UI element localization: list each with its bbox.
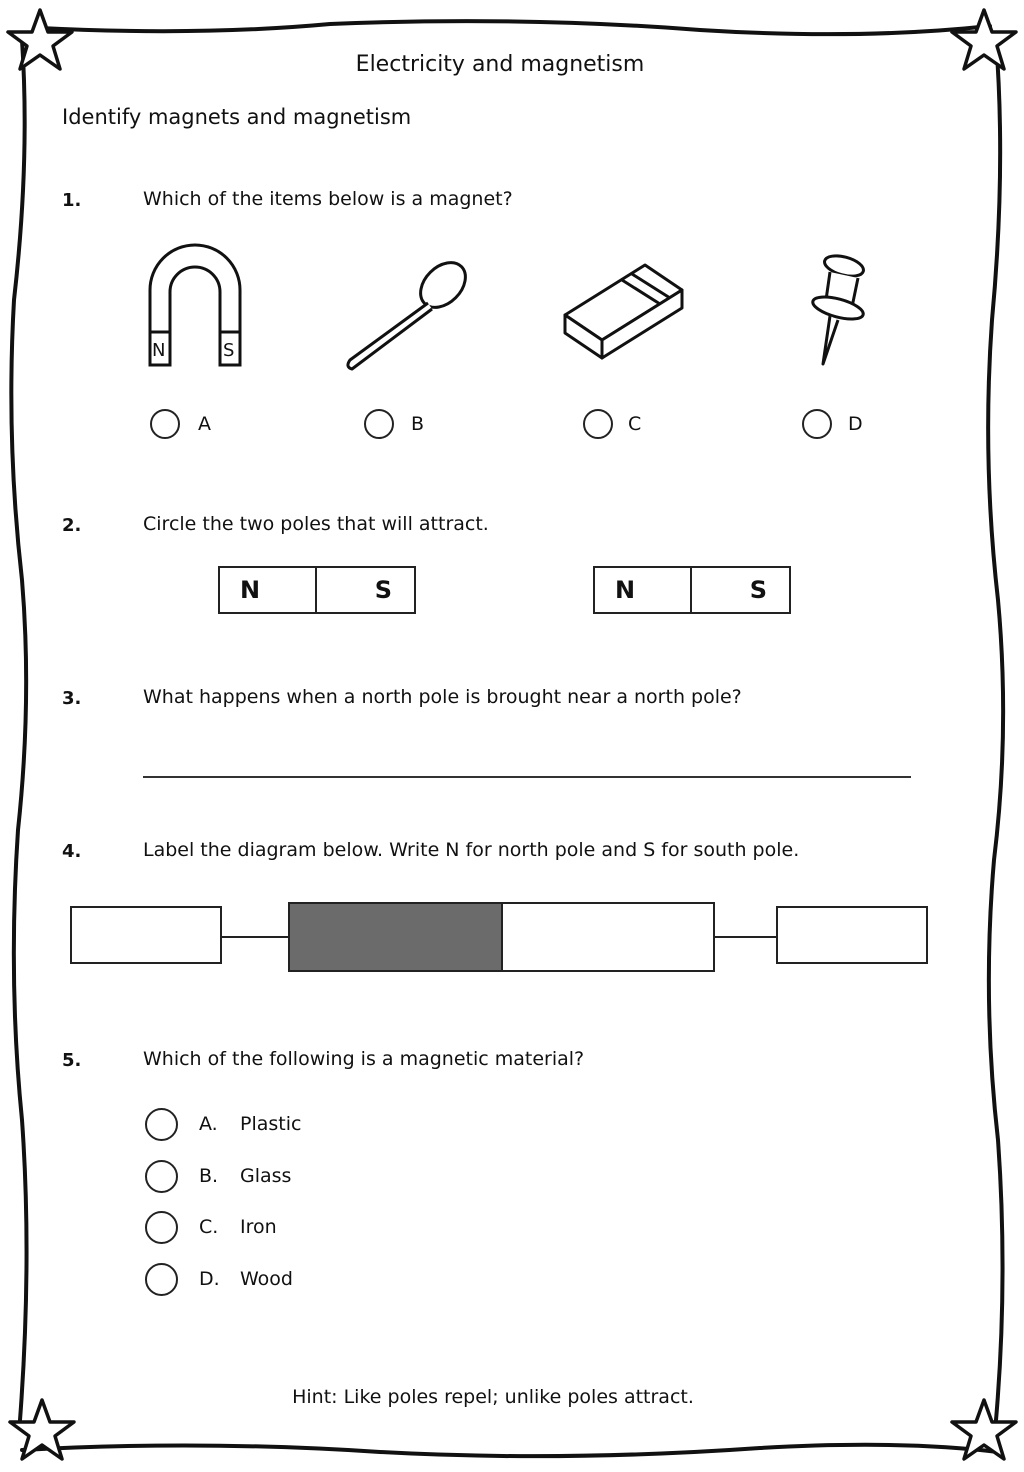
right-connector-line [715,936,777,938]
option-d-radio[interactable] [145,1263,178,1296]
answer-line[interactable] [143,776,911,778]
section-subtitle: Identify magnets and magnetism [62,105,412,129]
spoon-icon [340,255,475,375]
question-2-number: 2. [62,515,82,536]
magnet-shaded-half [290,904,503,970]
question-5-text: Which of the following is a magnetic material? [143,1048,585,1070]
option-b-label: B [411,413,425,435]
option-d-letter: D. [199,1268,220,1290]
option-d-text: Wood [240,1268,293,1290]
option-b-radio[interactable] [145,1160,178,1193]
left-connector-line [222,936,289,938]
north-pole[interactable]: N [595,568,692,612]
hint-text: Hint: Like poles repel; unlike poles attract. [292,1386,694,1408]
south-pole[interactable]: S [374,576,392,604]
horseshoe-magnet-icon [145,240,245,370]
eraser-icon [560,260,690,360]
left-label-box[interactable] [70,906,222,964]
option-b-text: Glass [240,1165,292,1187]
option-a-radio[interactable] [150,409,180,439]
page-title: Electricity and magnetism [355,52,645,77]
question-1-text: Which of the items below is a magnet? [143,188,513,210]
option-c-label: C [628,413,642,435]
question-3-number: 3. [62,688,82,709]
question-3-text: What happens when a north pole is brought near a north pole? [143,686,742,708]
option-c-letter: C. [199,1216,219,1238]
option-d-label: D [848,413,863,435]
question-4-text: Label the diagram below. Write N for north pole and S for south pole. [143,839,800,861]
option-b-letter: B. [199,1165,219,1187]
south-pole[interactable]: S [749,576,767,604]
question-1-number: 1. [62,190,82,211]
question-2-text: Circle the two poles that will attract. [143,513,489,535]
option-d-radio[interactable] [802,409,832,439]
magnet-north-label: N [152,340,166,361]
bar-magnet-diagram [288,902,715,972]
magnet-plain-half [503,904,714,970]
bar-magnet-1 [218,566,416,614]
option-c-radio[interactable] [583,409,613,439]
option-a-text: Plastic [240,1113,302,1135]
question-5-number: 5. [62,1050,82,1071]
bar-magnet-2 [593,566,791,614]
north-pole[interactable]: N [220,568,317,612]
question-4-number: 4. [62,841,82,862]
option-a-letter: A. [199,1113,218,1135]
push-pin-icon [800,252,870,372]
option-b-radio[interactable] [364,409,394,439]
option-a-radio[interactable] [145,1108,178,1141]
magnet-south-label: S [223,340,235,361]
option-c-radio[interactable] [145,1211,178,1244]
right-label-box[interactable] [776,906,928,964]
option-a-label: A [198,413,211,435]
option-c-text: Iron [240,1216,277,1238]
